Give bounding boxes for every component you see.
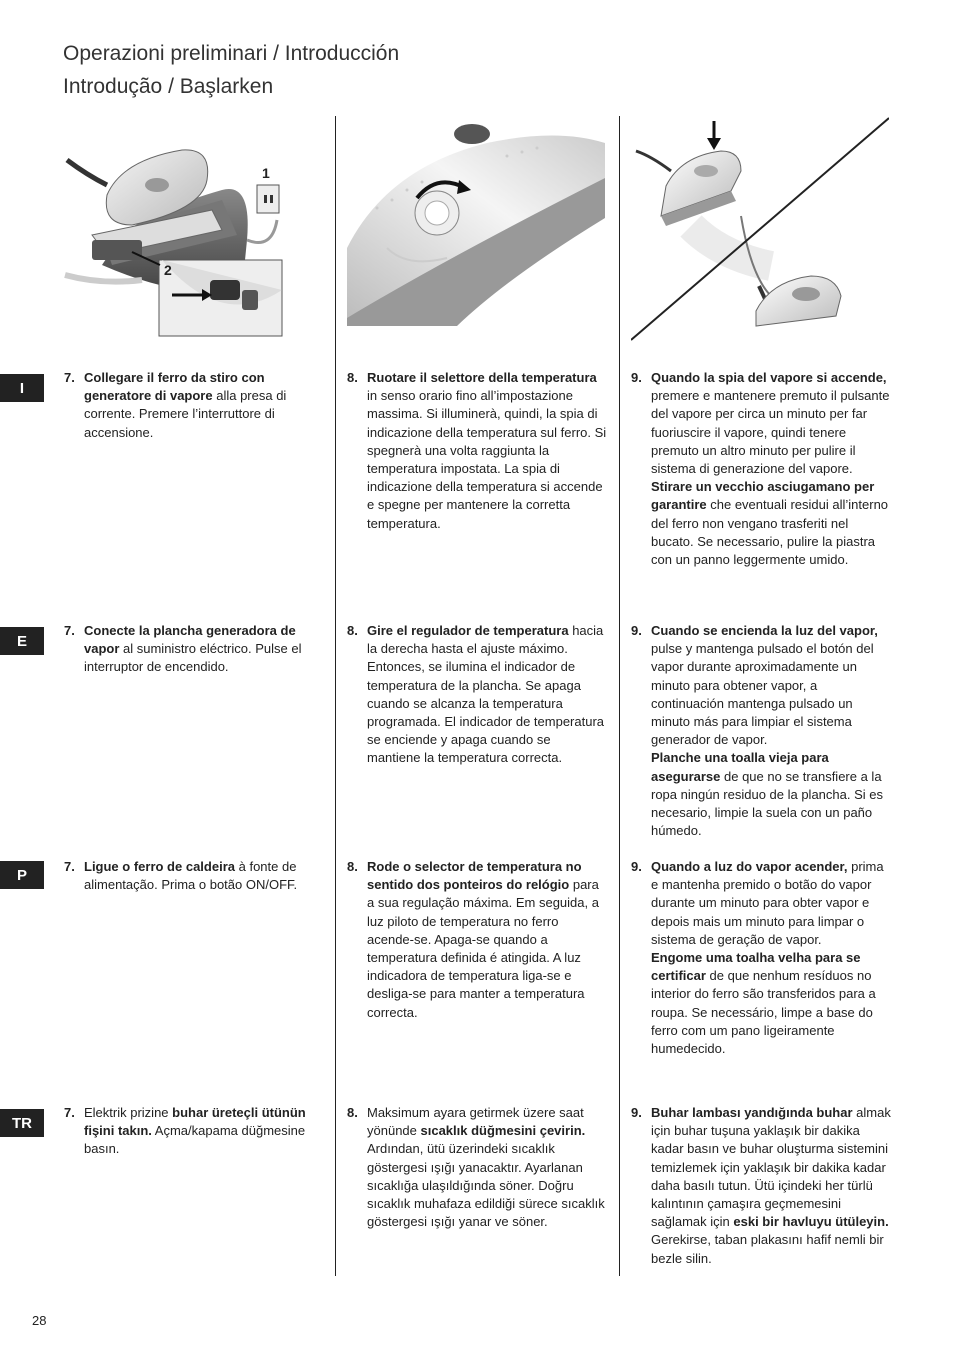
step-text: para a sua regulação máxima. Em seguida, a luz piloto de temperatura no ferro acende-se. Apaga-se quando a temperatura definida é atingida. A luz indicadora de temperatura liga-se e desliga-se para manter a temperatura correcta. — [367, 877, 599, 1020]
step-bold: buhar üreteçli ütünün fişini takın. — [84, 1105, 306, 1139]
page-number: 28 — [32, 1313, 47, 1328]
column-divider-2 — [619, 116, 620, 1276]
step-text: Elektrik prizine — [84, 1105, 173, 1120]
step-text: alla presa di corrente. Premere l’interruttore di accensione. — [84, 388, 287, 440]
step-text: Açma/kapama düğmesine basın. — [84, 1123, 306, 1157]
step-text: in senso orario fino all’impostazione massima. Si illuminerà, quindi, la spia di indicazione della temperatura sul ferro. Si spegnerà una volta raggiunta la temperatura impostata. La spia di indicazione della temperatura si accende e spegne per mantenere la corretta temperatura. — [367, 388, 607, 531]
step-bold: Gire el regulador de temperatura — [367, 623, 569, 638]
step-bold: Collegare il ferro da stiro con generatore di vapore — [84, 370, 265, 404]
step-number: 9. — [631, 370, 642, 385]
column-divider-1 — [335, 116, 336, 1276]
step-text: almak için buhar tuşuna yaklaşık bir dakika kadar basın ve buhar oluşturma sistemini temizlemek için yaklaşık bir dakika kadar daha basılı tutun. Ütü içindeki her türlü kalıntının çamaşıra geçmemesini sağlamak için — [651, 1105, 891, 1230]
step-bold: sıcaklık düğmesini çevirin. — [420, 1123, 586, 1139]
step-bold: Buhar lambası yandığında buhar — [651, 1105, 853, 1120]
step-number: 8. — [347, 370, 358, 385]
step-text: prima e mantenha premido o botão do vapor durante um minuto para obter vapor e depois mais um minuto para limpar o sistema de geração de vapor. — [651, 859, 884, 947]
step-bold: Quando a luz do vapor acender, — [651, 859, 848, 874]
step-text: hacia la derecha hasta el ajuste máximo. Entonces, se ilumina el indicador de temperatura de la plancha. Se apaga cuando se alcanza la temperatura programada. El indicador de temperatura se enciende y apaga cuando se mantiene la temperatura correcta. — [367, 623, 605, 766]
step-number: 8. — [347, 1105, 358, 1120]
step-text: de que no se transfiere a la ropa ningún residuo de la plancha. Si es necesario, limpie la suela con un paño húmedo. — [651, 768, 883, 839]
step-text: premere e mantenere premuto il pulsante del vapore per circa un minuto per far fuoriuscire il vapore, quindi tenere premuto un altro minuto per pulire il sistema di generazione del vapore. — [651, 388, 890, 477]
step-bold: eski bir havluyu ütüleyin. — [733, 1214, 889, 1230]
step-bold: Ligue o ferro de caldeira — [84, 859, 235, 874]
step-number: 9. — [631, 1105, 642, 1120]
language-tab-pt: P — [0, 861, 44, 889]
figure-steam-generator-plug — [62, 140, 287, 340]
page-title-line2: Introdução / Başlarken — [63, 75, 274, 98]
language-tab-es: E — [0, 627, 44, 655]
step-bold: Quando la spia del vapore si accende, — [651, 370, 887, 385]
step-number: 7. — [64, 623, 75, 638]
step-bold: Conecte la plancha generadora de vapor — [84, 623, 296, 657]
step-text: de que nenhum resíduos no interior do ferro são transferidos para a roupa. Se necessário, limpe a base do ferro com um pano ligeiramente humedecido. — [651, 968, 876, 1057]
step-bold: Stirare un vecchio asciugamano per garantire — [651, 479, 875, 513]
step-number: 8. — [347, 859, 358, 874]
step-text: pulse y mantenga pulsado el botón del vapor durante aproximadamente un minuto para obtener vapor, a continuación mantenga pulsado un minuto más para limpiar el sistema generador de vapor. — [651, 641, 874, 748]
figure-steam-burst — [631, 116, 889, 342]
step-number: 9. — [631, 859, 642, 874]
step-text: che eventuali residui all’interno del ferro non vengano trasferiti nel bucato. Se necessario, pulire la piastra con un panno leggermente umido. — [651, 497, 889, 568]
step-text: Gerekirse, taban plakasını hafif nemli bir bezle silin. — [651, 1232, 884, 1266]
figure-iron-temperature-dial — [347, 118, 605, 326]
step-number: 7. — [64, 1105, 75, 1120]
language-tab-it: I — [0, 374, 44, 402]
step-bold: Planche una toalla vieja para asegurarse — [651, 750, 829, 784]
step-number: 9. — [631, 623, 642, 638]
step-bold: Ruotare il selettore della temperatura — [367, 370, 597, 385]
step-number: 7. — [64, 370, 75, 385]
page-title-line1: Operazioni preliminari / Introducción — [63, 42, 400, 65]
step-number: 8. — [347, 623, 358, 638]
step-text: Maksimum ayara getirmek üzere saat yönünde — [367, 1105, 584, 1139]
step-text: à fonte de alimentação. Prima o botão ON/OFF. — [84, 859, 298, 893]
step-bold: Rode o selector de temperatura no sentido dos ponteiros do relógio — [367, 859, 582, 893]
callout-2: 2 — [164, 262, 172, 278]
callout-1: 1 — [262, 165, 270, 181]
step-text: Ardından, ütü üzerindeki sıcaklık göstergesi ışığı yanacaktır. Ayarlanan sıcaklığa ulaşıldığında söner. Doğru sıcaklık muhafaza edildiği sürece sıcaklık göstergesi ışığı yanar ve söner. — [367, 1141, 605, 1230]
step-bold: Engome uma toalha velha para se certificar — [651, 950, 861, 984]
language-tab-tr: TR — [0, 1109, 44, 1137]
step-text: al suministro eléctrico. Pulse el interruptor de encendido. — [84, 641, 302, 675]
step-bold: Cuando se encienda la luz del vapor, — [651, 623, 878, 638]
step-number: 7. — [64, 859, 75, 874]
